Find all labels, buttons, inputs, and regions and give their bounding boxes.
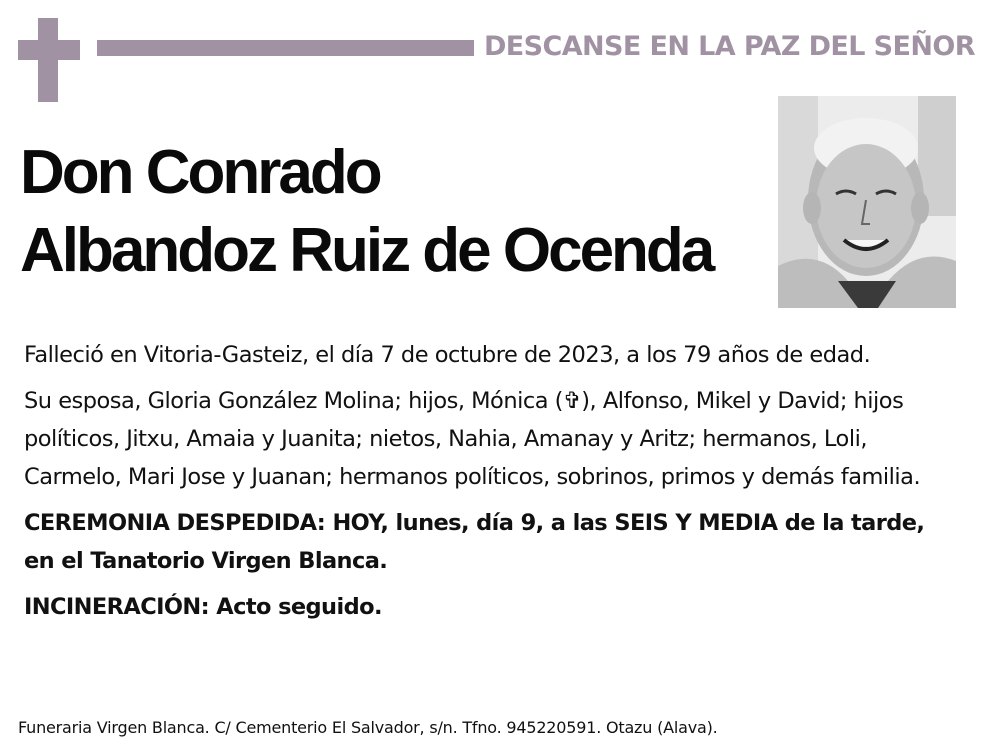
- name-line-1: Don Conrado: [20, 138, 380, 207]
- family-paragraph: Su esposa, Gloria González Molina; hijos, Mónica (✞), Alfonso, Mikel y David; hijos políticos, Jitxu, Amaia y Juanita; nietos, Nahia, Amanay y Aritz; hermanos, Loli, Carmelo, Mari Jose y Juanan; hermanos políticos, sobrinos, primos y demás familia.: [24, 388, 921, 490]
- deceased-name: [20, 134, 770, 290]
- notice-body: [24, 336, 954, 634]
- header-title: DESCANSE EN LA PAZ DEL SEÑOR: [484, 31, 975, 62]
- portrait-photo: [778, 96, 956, 308]
- cross-icon: [18, 18, 80, 102]
- funeral-home-footer: Funeraria Virgen Blanca. C/ Cementerio El Salvador, s/n. Tfno. 945220591. Otazu (Alava).: [18, 718, 718, 737]
- cremation-paragraph: INCINERACIÓN: Acto seguido.: [24, 594, 382, 620]
- header-rule: [97, 40, 474, 56]
- death-paragraph: Falleció en Vitoria-Gasteiz, el día 7 de octubre de 2023, a los 79 años de edad.: [24, 342, 871, 368]
- name-line-2: Albandoz Ruiz de Ocenda: [20, 216, 713, 285]
- ceremony-paragraph: CEREMONIA DESPEDIDA: HOY, lunes, día 9, a las SEIS Y MEDIA de la tarde, en el Tanatorio Virgen Blanca.: [24, 510, 925, 574]
